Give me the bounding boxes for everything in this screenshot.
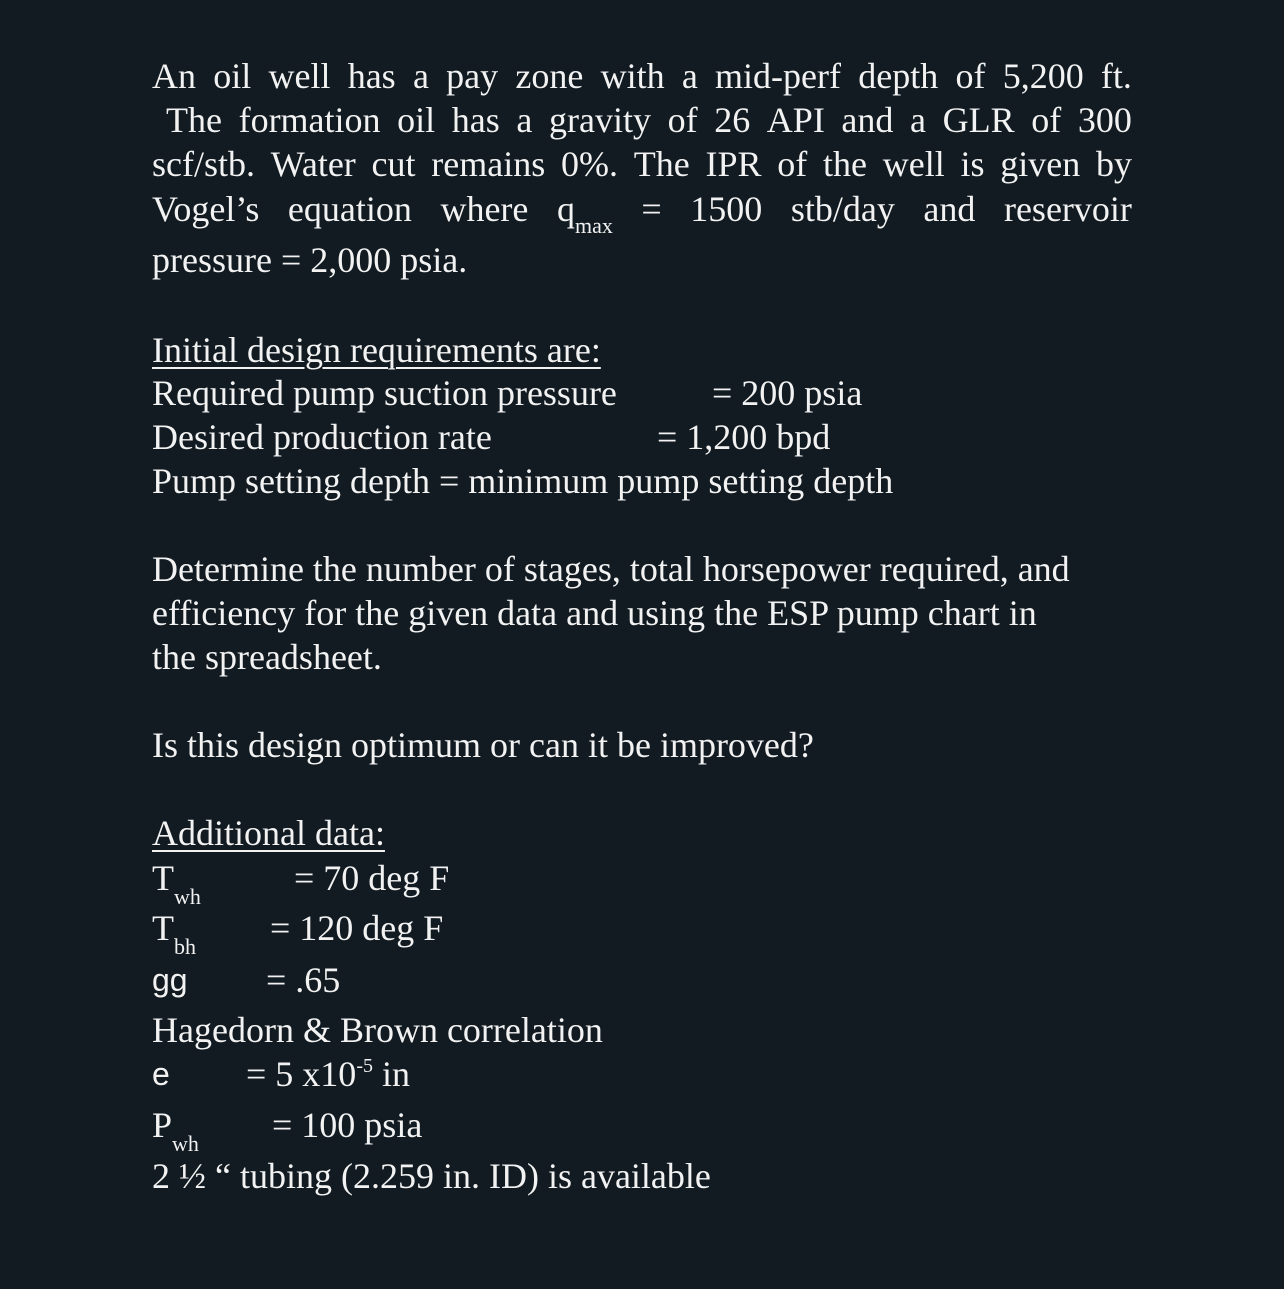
- requirements-heading: Initial design requirements are:: [152, 330, 601, 370]
- word: ft.: [1100, 56, 1132, 96]
- para1-line5: pressure = 2,000 psia.: [152, 240, 468, 280]
- word: of: [667, 100, 698, 140]
- e-symbol: e: [152, 1056, 170, 1092]
- gg-symbol: gg: [152, 962, 188, 998]
- additional-heading: Additional data:: [152, 813, 385, 853]
- word: mid-perf: [715, 56, 841, 96]
- suction-pressure-value: = 200 psia: [712, 373, 863, 413]
- suction-pressure-label: Required pump suction pressure: [152, 373, 617, 413]
- word: 26: [714, 100, 751, 140]
- word: has: [451, 100, 500, 140]
- word: gravity: [548, 100, 651, 140]
- e-exponent: -5: [356, 1055, 373, 1077]
- word-1500: 1500: [690, 189, 763, 229]
- qmax-subscript: max: [574, 213, 613, 238]
- para1-line4: [152, 189, 1132, 238]
- tubing-note: 2 ½ “ tubing (2.259 in. ID) is available: [152, 1156, 711, 1196]
- word: a: [412, 56, 429, 96]
- word: An: [152, 56, 196, 96]
- task-line3: the spreadsheet.: [152, 637, 382, 677]
- word-reservoir: reservoir: [1003, 189, 1132, 229]
- pwh-symbol: $P_{wh}$: [152, 1105, 199, 1156]
- word: given: [1000, 144, 1081, 184]
- task-line1: Determine the number of stages, total horsepower required, and: [152, 549, 1070, 589]
- word-equals: =: [641, 189, 662, 229]
- word-and: and: [923, 189, 976, 229]
- production-rate-value: = 1,200 bpd: [657, 417, 831, 457]
- word: 300: [1077, 100, 1132, 140]
- qmax-symbol: $q_{max}$: [556, 189, 613, 238]
- twh-value: = 70 deg F: [294, 858, 450, 898]
- production-rate-label: Desired production rate: [152, 417, 492, 457]
- word: The: [633, 144, 690, 184]
- word-equation: equation: [287, 189, 412, 229]
- word: of: [1031, 100, 1062, 140]
- word: remains: [431, 144, 546, 184]
- word: well: [268, 56, 331, 96]
- para1-line2: [166, 102, 1132, 138]
- word: of: [777, 144, 808, 184]
- word: depth: [858, 56, 939, 96]
- word: of: [955, 56, 986, 96]
- word: a: [910, 100, 926, 140]
- para1-line3: [152, 146, 1132, 182]
- word: a: [516, 100, 533, 140]
- twh-subscript: wh: [174, 884, 201, 909]
- word: 5,200: [1002, 56, 1084, 96]
- word: scf/stb.: [152, 144, 255, 184]
- task-line2: efficiency for the given data and using the ESP pump chart in: [152, 593, 1037, 633]
- word: is: [960, 144, 985, 184]
- word: oil: [397, 100, 436, 140]
- tbh-value: = 120 deg F: [270, 908, 444, 948]
- twh-symbol: $T_{wh}$: [152, 858, 201, 909]
- word: by: [1095, 144, 1132, 184]
- word: GLR: [942, 100, 1015, 140]
- word: pay: [446, 56, 499, 96]
- pwh-subscript: wh: [172, 1131, 199, 1156]
- word: cut: [371, 144, 416, 184]
- word: 0%.: [561, 144, 618, 184]
- pump-setting-depth: Pump setting depth = minimum pump setting depth: [152, 461, 894, 501]
- word: API: [766, 100, 825, 140]
- word: Water: [270, 144, 356, 184]
- word: oil: [213, 56, 252, 96]
- word: well: [882, 144, 945, 184]
- word: zone: [515, 56, 584, 96]
- word-where: where: [440, 189, 529, 229]
- word-vogels: Vogel’s: [152, 189, 260, 229]
- pwh-value: = 100 psia: [272, 1105, 423, 1145]
- word-stb-day: stb/day: [790, 189, 895, 229]
- word: IPR: [705, 144, 762, 184]
- correlation: Hagedorn & Brown correlation: [152, 1010, 603, 1050]
- para1-line1: [152, 58, 1132, 94]
- word: formation: [238, 100, 381, 140]
- gg-value: = .65: [266, 960, 341, 1000]
- word: has: [347, 56, 396, 96]
- word: with: [600, 56, 665, 96]
- tbh-symbol: $T_{bh}$: [152, 908, 196, 959]
- tbh-subscript: bh: [174, 934, 196, 959]
- word: a: [681, 56, 698, 96]
- word: the: [823, 144, 867, 184]
- question: Is this design optimum or can it be improved?: [152, 725, 814, 765]
- word: The: [166, 100, 222, 140]
- e-value: = 5 $x10^{-5}$ in: [246, 1054, 410, 1094]
- word: and: [841, 100, 894, 140]
